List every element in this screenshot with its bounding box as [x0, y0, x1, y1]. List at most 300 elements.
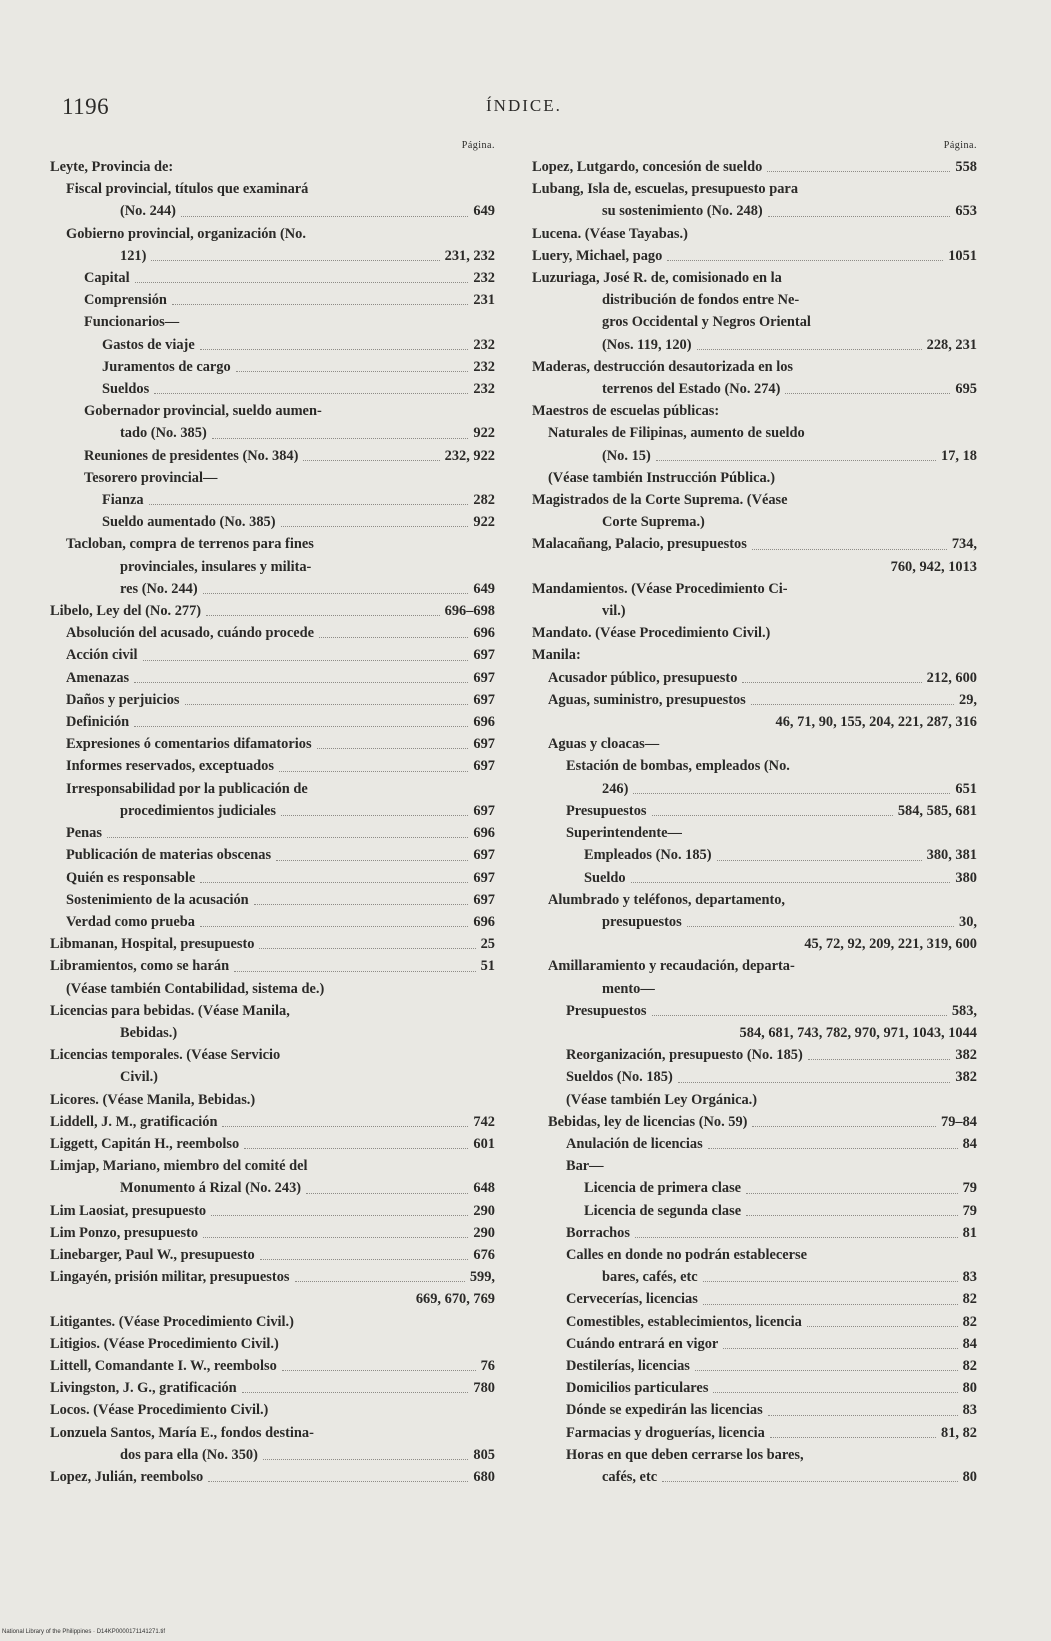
entry-page-ref: 697: [473, 669, 495, 686]
entry-page-ref: 232, 922: [444, 447, 495, 464]
entry-text: Expresiones ó comentarios difamatorios: [66, 736, 312, 753]
entry-page-ref: 601: [473, 1135, 495, 1152]
index-entry: [532, 445, 977, 467]
entry-text: Sueldo: [584, 869, 626, 886]
entry-text: presupuestos: [602, 913, 682, 930]
entry-text: Daños y perjuicios: [66, 691, 180, 708]
index-entry: [532, 1222, 977, 1244]
entry-page-ref: 382: [955, 1047, 977, 1064]
entry-page-ref: 290: [473, 1202, 495, 1219]
index-entry: [50, 1466, 495, 1488]
index-entry: [50, 445, 495, 467]
index-entry: [50, 356, 495, 378]
dot-leader: [656, 460, 936, 461]
index-entry: [532, 1399, 977, 1421]
index-entry: [532, 800, 977, 822]
page-ref-continuation: 45, 72, 92, 209, 221, 319, 600: [804, 936, 977, 953]
index-column-right: [532, 140, 977, 1488]
index-entry: [532, 334, 977, 356]
entry-text: (Nos. 119, 120): [602, 336, 692, 353]
entry-page-ref: 696: [473, 714, 495, 731]
index-entry: [50, 822, 495, 844]
entry-text: Presupuestos: [566, 802, 647, 819]
entry-text: res (No. 244): [120, 580, 198, 597]
entry-text: Verdad como prueba: [66, 913, 195, 930]
index-entry: [532, 1200, 977, 1222]
index-heading: Locos. (Véase Procedimiento Civil.): [50, 1402, 269, 1419]
entry-page-ref: 84: [962, 1335, 977, 1352]
entry-text: Littell, Comandante I. W., reembolso: [50, 1357, 277, 1374]
index-entry: [50, 689, 495, 711]
dot-leader: [768, 1415, 958, 1416]
index-entry: [50, 1266, 495, 1288]
entry-text: Lim Laosiat, presupuesto: [50, 1202, 207, 1219]
page-ref-continuation: 669, 670, 769: [415, 1291, 495, 1308]
dot-leader: [742, 682, 921, 683]
entry-page-ref: 380: [955, 869, 977, 886]
index-entry: [50, 889, 495, 911]
dot-leader: [667, 260, 943, 261]
index-entry: [50, 245, 495, 267]
index-entry: [50, 1244, 495, 1266]
index-heading: (Véase también Instrucción Pública.): [548, 469, 776, 486]
dot-leader: [752, 1126, 936, 1127]
dot-leader: [211, 1215, 468, 1216]
dot-leader: [260, 1259, 469, 1260]
dot-leader: [279, 771, 468, 772]
entry-text: Lopez, Julián, reembolso: [50, 1468, 204, 1485]
index-entry: [532, 911, 977, 933]
index-entry: [532, 533, 977, 555]
index-entry: [50, 200, 495, 222]
entry-page-ref: 584, 585, 681: [897, 802, 977, 819]
entry-page-ref: 583,: [951, 1002, 977, 1019]
index-heading: Bebidas.): [120, 1024, 178, 1041]
dot-leader: [212, 438, 469, 439]
dot-leader: [172, 304, 469, 305]
index-entry: [50, 644, 495, 666]
index-heading: Fiscal provincial, títulos que examinará: [66, 181, 309, 198]
index-entry: [50, 378, 495, 400]
index-heading: vil.): [602, 603, 626, 620]
dot-leader: [149, 504, 469, 505]
entry-text: Aguas, suministro, presupuestos: [548, 691, 746, 708]
entry-text: Absolución del acusado, cuándo procede: [66, 625, 315, 642]
index-entry: [50, 578, 495, 600]
dot-leader: [633, 793, 950, 794]
entry-text: Livingston, J. G., gratificación: [50, 1380, 237, 1397]
index-heading: Alumbrado y teléfonos, departamento,: [548, 891, 786, 908]
entry-text: Lopez, Lutgardo, concesión de sueldo: [532, 159, 763, 175]
dot-leader: [746, 1193, 958, 1194]
dot-leader: [259, 948, 475, 949]
dot-leader: [785, 393, 950, 394]
entry-text: Juramentos de cargo: [102, 358, 231, 375]
index-entry: [50, 622, 495, 644]
page-ref-continuation: 46, 71, 90, 155, 204, 221, 287, 316: [775, 714, 977, 731]
entry-page-ref: 25: [480, 936, 495, 953]
entry-page-ref: 80: [962, 1468, 977, 1485]
index-heading: distribución de fondos entre Ne-: [602, 292, 800, 309]
entry-text: Quién es responsable: [66, 869, 196, 886]
index-entry: [532, 1355, 977, 1377]
entry-text: Informes reservados, exceptuados: [66, 758, 274, 775]
entry-text: Sueldos: [102, 381, 150, 398]
dot-leader: [203, 593, 469, 594]
entry-text: Definición: [66, 714, 130, 731]
index-heading: Amillaramiento y recaudación, departa-: [548, 958, 795, 975]
entry-page-ref: 651: [955, 780, 977, 797]
entry-page-ref: 648: [473, 1180, 495, 1197]
index-entry: [532, 1288, 977, 1310]
index-heading: Gobierno provincial, organización (No.: [66, 225, 306, 242]
entry-text: Amenazas: [66, 669, 130, 686]
index-heading: Manila:: [532, 647, 581, 664]
index-entry: [50, 1444, 495, 1466]
dot-leader: [206, 615, 440, 616]
index-entry: [532, 778, 977, 800]
entry-page-ref: 1051: [948, 247, 977, 264]
index-heading: gros Occidental y Negros Oriental: [602, 314, 811, 331]
entry-page-ref: 82: [962, 1357, 977, 1374]
index-heading: Naturales de Filipinas, aumento de sueldo: [548, 425, 805, 442]
dot-leader: [236, 371, 469, 372]
index-heading: Irresponsabilidad por la publicación de: [66, 780, 308, 797]
index-heading: Corte Suprema.): [602, 514, 705, 531]
dot-leader: [652, 1015, 947, 1016]
dot-leader: [281, 526, 469, 527]
entry-page-ref: 17, 18: [941, 447, 977, 464]
entry-page-ref: 232: [473, 358, 495, 375]
index-entry: [532, 1377, 977, 1399]
page-title: ÍNDICE.: [486, 96, 562, 115]
dot-leader: [154, 393, 468, 394]
entry-text: Bebidas, ley de licencias (No. 59): [548, 1113, 748, 1130]
index-list-right: [532, 156, 977, 1488]
entry-page-ref: 282: [473, 492, 495, 509]
entry-page-ref: 76: [480, 1357, 495, 1374]
index-entry: [50, 1177, 495, 1199]
index-entry: [532, 1000, 977, 1022]
dot-leader: [723, 1348, 957, 1349]
dot-leader: [703, 1304, 958, 1305]
entry-page-ref: 290: [473, 1224, 495, 1241]
index-entry: [532, 378, 977, 400]
entry-page-ref: 697: [473, 891, 495, 908]
index-entry: [532, 667, 977, 689]
entry-page-ref: 697: [473, 802, 495, 819]
index-entry: [532, 1044, 977, 1066]
dot-leader: [746, 1215, 958, 1216]
index-heading: Estación de bombas, empleados (No.: [566, 758, 790, 775]
dot-leader: [319, 637, 468, 638]
index-entry: [50, 755, 495, 777]
entry-page-ref: 649: [473, 203, 495, 220]
index-heading: Funcionarios—: [84, 314, 180, 331]
index-entry: [532, 156, 977, 178]
entry-page-ref: 780: [473, 1380, 495, 1397]
dot-leader: [185, 704, 469, 705]
entry-page-ref: 80: [962, 1380, 977, 1397]
dot-leader: [752, 549, 947, 550]
index-entry: [50, 733, 495, 755]
dot-leader: [134, 682, 468, 683]
index-entry: [50, 844, 495, 866]
dot-leader: [768, 216, 951, 217]
index-heading: Lonzuela Santos, María E., fondos destina-: [50, 1424, 314, 1441]
index-entry: [50, 600, 495, 622]
entry-text: Borrachos: [566, 1224, 630, 1241]
index-entry: [50, 667, 495, 689]
index-entry: [50, 800, 495, 822]
entry-page-ref: 231: [473, 292, 495, 309]
entry-page-ref: 599,: [469, 1269, 495, 1286]
dot-leader: [134, 726, 468, 727]
dot-leader: [717, 860, 922, 861]
entry-page-ref: 653: [955, 203, 977, 220]
page-ref-continuation: 584, 681, 743, 782, 970, 971, 1043, 1044: [739, 1024, 977, 1041]
index-entry: [532, 1333, 977, 1355]
entry-text: 246): [602, 780, 629, 797]
dot-leader: [635, 1237, 958, 1238]
index-heading: Horas en que deben cerrarse los bares,: [566, 1446, 804, 1463]
index-entry: [532, 1422, 977, 1444]
index-heading: Leyte, Provincia de:: [50, 159, 174, 175]
index-heading: Bar—: [566, 1158, 604, 1175]
dot-leader: [181, 216, 468, 217]
index-entry: [532, 867, 977, 889]
entry-text: Sostenimiento de la acusación: [66, 891, 249, 908]
dot-leader: [282, 1370, 476, 1371]
entry-text: Presupuestos: [566, 1002, 647, 1019]
entry-text: Linebarger, Paul W., presupuesto: [50, 1246, 255, 1263]
index-entry: [532, 844, 977, 866]
index-heading: (Véase también Ley Orgánica.): [566, 1091, 758, 1108]
index-entry: [50, 422, 495, 444]
entry-page-ref: 81: [962, 1224, 977, 1241]
entry-text: Monumento á Rizal (No. 243): [120, 1180, 302, 1197]
entry-page-ref: 51: [480, 958, 495, 975]
index-entry: [532, 1111, 977, 1133]
entry-page-ref: 697: [473, 736, 495, 753]
entry-text: Comestibles, establecimientos, licencia: [566, 1313, 802, 1330]
entry-page-ref: 228, 231: [926, 336, 977, 353]
entry-text: Reorganización, presupuesto (No. 185): [566, 1047, 803, 1064]
entry-text: procedimientos judiciales: [120, 802, 277, 819]
index-heading: Mandato. (Véase Procedimiento Civil.): [532, 625, 771, 642]
entry-page-ref: 380, 381: [926, 847, 977, 864]
entry-text: dos para ella (No. 350): [120, 1446, 258, 1463]
index-entry: [532, 200, 977, 222]
dot-leader: [244, 1148, 468, 1149]
entry-page-ref: 30,: [959, 913, 977, 930]
index-heading: Luzuriaga, José R. de, comisionado en la: [532, 270, 782, 287]
dot-leader: [767, 171, 950, 172]
index-entry: [50, 1200, 495, 1222]
entry-page-ref: 680: [473, 1468, 495, 1485]
dot-leader: [200, 882, 468, 883]
page-ref-continuation: 760, 942, 1013: [890, 558, 977, 575]
index-entry: [532, 689, 977, 711]
dot-leader: [143, 660, 469, 661]
entry-page-ref: 212, 600: [926, 669, 977, 686]
entry-page-ref: 696–698: [444, 603, 495, 620]
index-heading: Maderas, destrucción desautorizada en los: [532, 358, 794, 375]
entry-text: Sueldos (No. 185): [566, 1069, 673, 1086]
index-heading: Calles en donde no podrán establecerse: [566, 1246, 808, 1263]
dot-leader: [317, 748, 469, 749]
index-heading: Tesorero provincial—: [84, 469, 218, 486]
dot-leader: [107, 837, 468, 838]
dot-leader: [631, 882, 951, 883]
dot-leader: [662, 1481, 957, 1482]
dot-leader: [751, 704, 954, 705]
entry-text: Reuniones de presidentes (No. 384): [84, 447, 299, 464]
dot-leader: [708, 1148, 958, 1149]
entry-page-ref: 84: [962, 1135, 977, 1152]
index-entry: [50, 489, 495, 511]
entry-page-ref: 697: [473, 647, 495, 664]
dot-leader: [151, 260, 439, 261]
entry-page-ref: 922: [473, 514, 495, 531]
dot-leader: [135, 282, 469, 283]
index-entry: [50, 334, 495, 356]
dot-leader: [687, 926, 954, 927]
index-heading: Magistrados de la Corte Suprema. (Véase: [532, 492, 788, 509]
entry-page-ref: 83: [962, 1402, 977, 1419]
entry-text: Penas: [66, 825, 102, 842]
index-list-left: [50, 156, 495, 1488]
entry-text: tado (No. 385): [120, 425, 207, 442]
index-heading: Licencias temporales. (Véase Servicio: [50, 1047, 281, 1064]
index-heading: Lucena. (Véase Tayabas.): [532, 225, 688, 242]
index-heading: Licencias para bebidas. (Véase Manila,: [50, 1002, 290, 1019]
column-heading: Página.: [943, 140, 977, 151]
entry-text: bares, cafés, etc: [602, 1269, 698, 1286]
entry-page-ref: 82: [962, 1291, 977, 1308]
index-entry: [50, 511, 495, 533]
dot-leader: [295, 1281, 465, 1282]
entry-page-ref: 79: [962, 1180, 977, 1197]
dot-leader: [697, 349, 922, 350]
dot-leader: [200, 926, 468, 927]
entry-text: Lim Ponzo, presupuesto: [50, 1224, 199, 1241]
entry-text: Gastos de viaje: [102, 336, 195, 353]
dot-leader: [222, 1126, 468, 1127]
entry-page-ref: 231, 232: [444, 247, 495, 264]
entry-page-ref: 734,: [951, 536, 977, 553]
index-entry: [50, 711, 495, 733]
entry-text: Licencia de segunda clase: [584, 1202, 742, 1219]
entry-text: Anulación de licencias: [566, 1135, 703, 1152]
entry-text: (No. 244): [120, 203, 176, 220]
entry-text: Comprensión: [84, 292, 167, 309]
index-entry: [50, 867, 495, 889]
entry-page-ref: 79–84: [941, 1113, 977, 1130]
entry-page-ref: 382: [955, 1069, 977, 1086]
entry-text: cafés, etc: [602, 1468, 658, 1485]
entry-page-ref: 697: [473, 691, 495, 708]
entry-text: Cuándo entrará en vigor: [566, 1335, 719, 1352]
entry-page-ref: 696: [473, 625, 495, 642]
dot-leader: [208, 1481, 468, 1482]
entry-page-ref: 29,: [959, 691, 977, 708]
entry-page-ref: 232: [473, 381, 495, 398]
index-entry: [50, 1222, 495, 1244]
entry-text: Domicilios particulares: [566, 1380, 709, 1397]
entry-page-ref: 649: [473, 580, 495, 597]
entry-page-ref: 676: [473, 1246, 495, 1263]
index-entry: [50, 933, 495, 955]
index-heading: Limjap, Mariano, miembro del comité del: [50, 1158, 308, 1175]
index-heading: Licores. (Véase Manila, Bebidas.): [50, 1091, 256, 1108]
entry-text: Licencia de primera clase: [584, 1180, 742, 1197]
index-heading: Mandamientos. (Véase Procedimiento Ci-: [532, 580, 788, 597]
entry-page-ref: 697: [473, 869, 495, 886]
index-heading: mento—: [602, 980, 655, 997]
dot-leader: [276, 860, 468, 861]
entry-page-ref: 922: [473, 425, 495, 442]
entry-text: Lingayén, prisión militar, presupuestos: [50, 1269, 290, 1286]
entry-text: Fianza: [102, 492, 144, 509]
dot-leader: [263, 1459, 469, 1460]
entry-text: Acción civil: [66, 647, 138, 664]
entry-text: Sueldo aumentado (No. 385): [102, 514, 276, 531]
entry-page-ref: 83: [962, 1269, 977, 1286]
index-entry: [532, 1266, 977, 1288]
index-heading: Lubang, Isla de, escuelas, presupuesto para: [532, 181, 799, 198]
index-heading: (Véase también Contabilidad, sistema de.): [66, 980, 325, 997]
index-heading: provinciales, insulares y milita-: [120, 558, 312, 575]
index-heading: Maestros de escuelas públicas:: [532, 403, 720, 420]
entry-page-ref: 695: [955, 381, 977, 398]
index-entry: [50, 1355, 495, 1377]
dot-leader: [242, 1392, 469, 1393]
dot-leader: [652, 815, 893, 816]
entry-page-ref: 697: [473, 758, 495, 775]
entry-page-ref: 82: [962, 1313, 977, 1330]
entry-text: Libramientos, como se harán: [50, 958, 230, 975]
dot-leader: [303, 460, 439, 461]
entry-page-ref: 696: [473, 913, 495, 930]
entry-text: Luery, Michael, pago: [532, 247, 663, 264]
index-column-left: [50, 140, 495, 1488]
dot-leader: [281, 815, 468, 816]
entry-page-ref: 696: [473, 825, 495, 842]
entry-text: Empleados (No. 185): [584, 847, 712, 864]
entry-text: Farmacias y droguerías, licencia: [566, 1424, 765, 1441]
dot-leader: [703, 1281, 958, 1282]
entry-text: Liddell, J. M., gratificación: [50, 1113, 218, 1130]
dot-leader: [234, 971, 476, 972]
entry-text: (No. 15): [602, 447, 651, 464]
scan-footer: National Library of the Philippines · D14KP0000171141271.tif: [2, 1629, 165, 1635]
dot-leader: [254, 904, 469, 905]
index-entry: [50, 267, 495, 289]
index-entry: [532, 1133, 977, 1155]
index-entry: [532, 1311, 977, 1333]
entry-text: Destilerías, licencias: [566, 1357, 690, 1374]
entry-page-ref: 697: [473, 847, 495, 864]
entry-page-ref: 742: [473, 1113, 495, 1130]
dot-leader: [808, 1059, 951, 1060]
entry-page-ref: 805: [473, 1446, 495, 1463]
entry-text: Liggett, Capitán H., reembolso: [50, 1135, 240, 1152]
index-entry: [50, 289, 495, 311]
entry-text: Libmanan, Hospital, presupuesto: [50, 936, 255, 953]
entry-text: su sostenimiento (No. 248): [602, 203, 763, 220]
dot-leader: [770, 1437, 936, 1438]
